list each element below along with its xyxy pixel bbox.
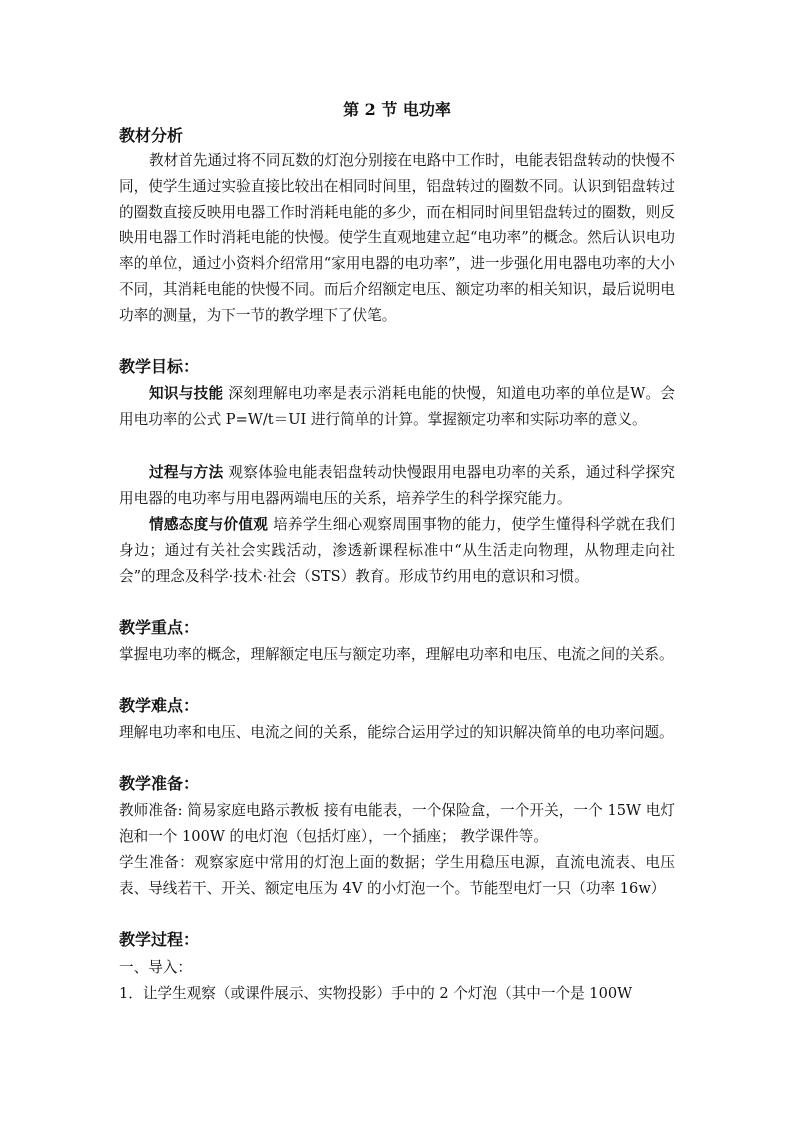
key-points-heading: 教学重点： [119,618,200,637]
preparation-heading: 教学准备： [119,774,200,793]
analysis-heading: 教材分析 [119,126,184,145]
goal-process [119,460,675,512]
analysis-paragraph: 教材首先通过将不同瓦数的灯泡分别接在电路中工作时，电能表铝盘转动的快慢不同，使学生通过实验直接比较出在相同时间里，铝盘转过的圈数不同。认识到铝盘转过的圈数直接反映用电器工作时消耗电能的多少，而在相同时间里铝盘转过的圈数，则反映用电器工作时消耗电能的快慢。使学生直观地建立起“电功率”的概念。然后认识电功率的单位，通过小资料介绍常用“家用电器的电功率”，进一步强化用电器电功率的大小不同，其消耗电能的快慢不同。而后介绍额定电压、额定功率的相关知识，最后说明电功率的测量，为下一节的教学埋下了伏笔。 [119,152,675,324]
goals-heading: 教学目标： [119,357,200,376]
key-points-text: 掌握电功率的概念，理解额定电压与额定功率，理解电功率和电压、电流之间的关系。 [119,646,674,663]
process-heading: 教学过程： [119,930,200,949]
teacher-preparation: 教师准备: 简易家庭电路示教板 接有电能表，一个保险盒，一个开关，一个 15W 电灯泡和一个 100W 的电灯泡（包括灯座），一个插座； 教学课件等。 [119,802,675,845]
difficulties-heading: 教学难点： [119,696,200,715]
goal-process-lead: 过程与方法 [149,464,224,481]
difficulties-text: 理解电功率和电压、电流之间的关系，能综合运用学过的知识解决简单的电功率问题。 [119,724,674,741]
process-section-intro: 一、导入： [119,959,192,976]
goal-attitude-text: 培养学生细心观察周围事物的能力，使学生懂得科学就在我们身边；通过有关社会实践活动，渗透新课程标准中“从生活走向物理，从物理走向社会”的理念及科学·技术·社会（STS）教育。形成节约用电的意识和习惯。 [119,516,675,585]
student-preparation: 学生准备：观察家庭中常用的灯泡上面的数据；学生用稳压电源，直流电流表、电压表、导线若干、开关、额定电压为 4V 的小灯泡一个。节能型电灯一只（功率 16w） [119,854,675,897]
process-item-1: 1．让学生观察（或课件展示、实物投影）手中的 2 个灯泡（其中一个是 100W [119,985,633,1002]
goal-process-text: 观察体验电能表铝盘转动快慢跟用电器电功率的关系，通过科学探究用电器的电功率与用电器两端电压的关系，培养学生的科学探究能力。 [119,464,675,507]
goal-attitude-lead: 情感态度与价值观 [149,516,269,533]
goal-attitude [119,512,675,589]
goal-knowledge-text: 深刻理解电功率是表示消耗电能的快慢，知道电功率的单位是W。会用电功率的公式 P=W/t＝UI 进行简单的计算。掌握额定功率和实际功率的意义。 [119,385,675,428]
goal-knowledge-lead: 知识与技能 [149,385,224,402]
goal-knowledge [119,381,675,433]
page-title: 第 2 节 电功率 [343,100,451,119]
